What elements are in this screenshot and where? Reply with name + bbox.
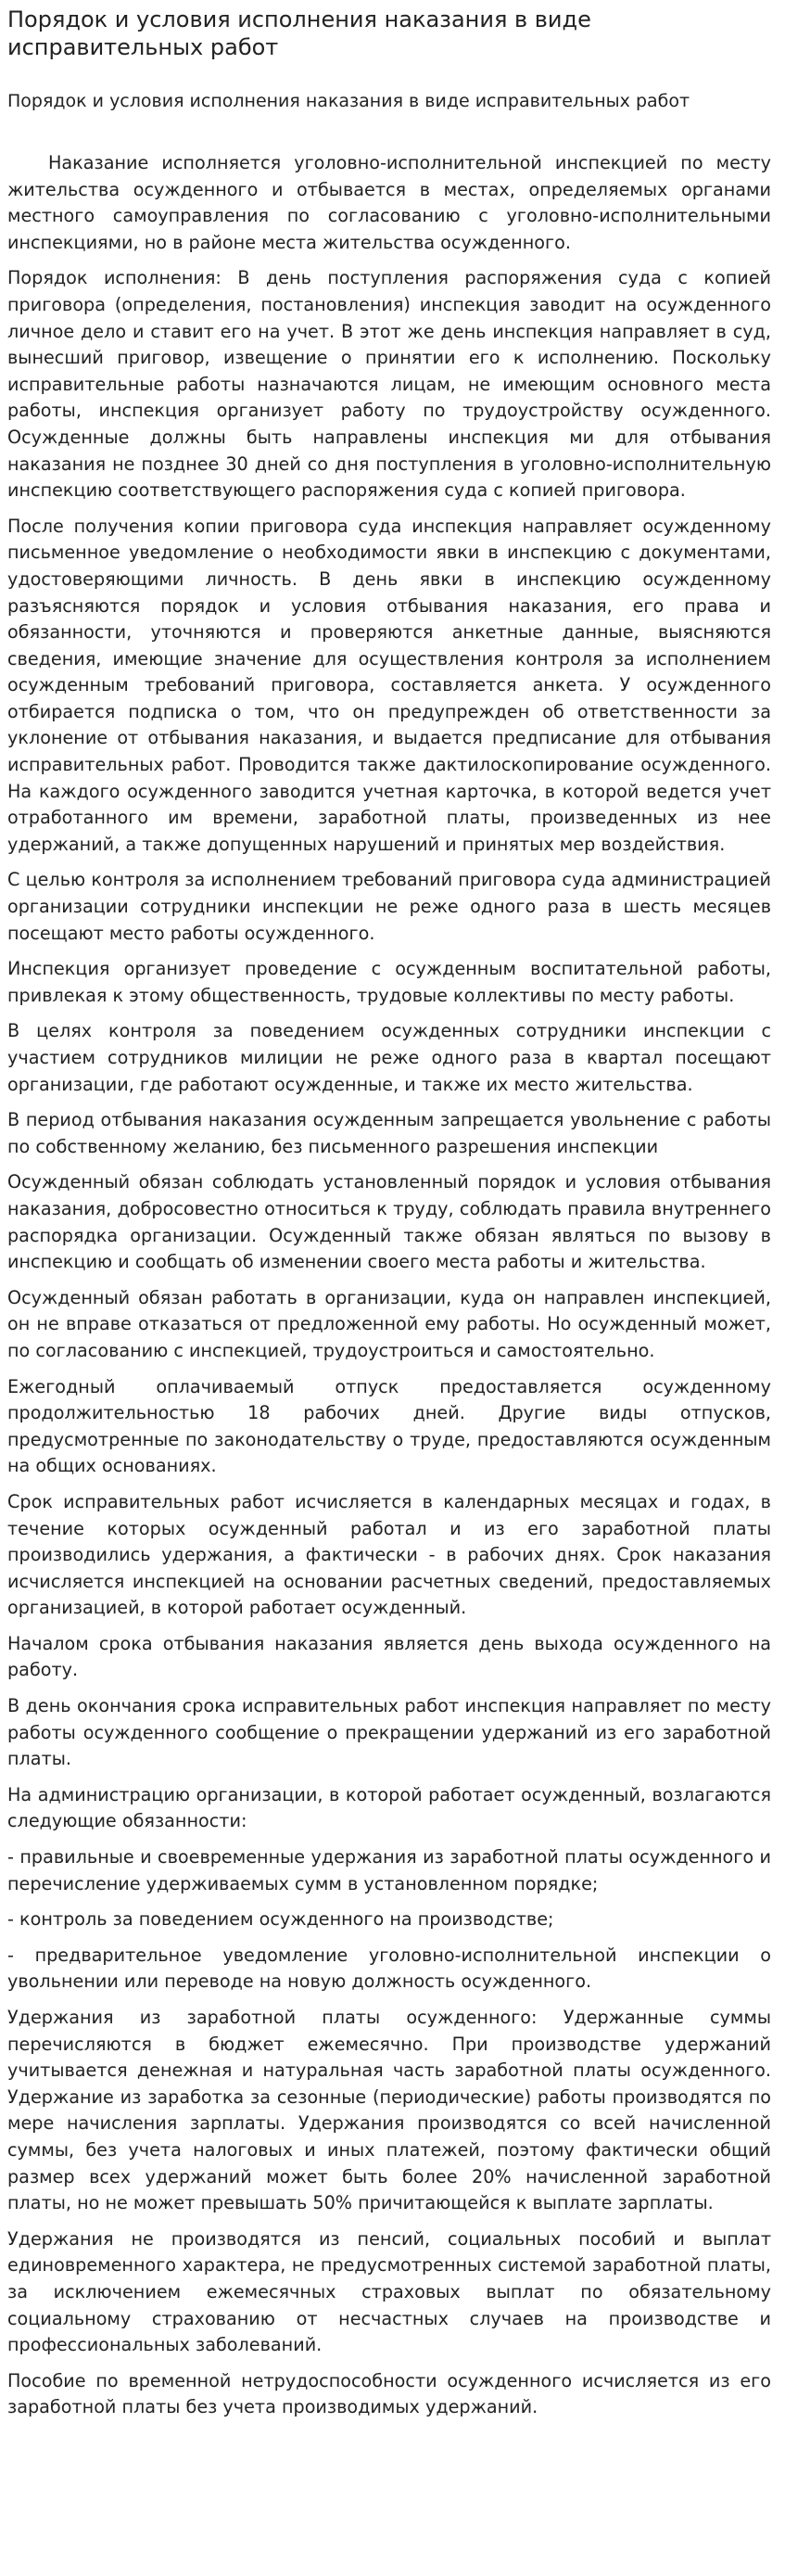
paragraph-10: Ежегодный оплачиваемый отпуск предоставляется осужденному продолжительностью 18 рабочих дней. Другие виды отпусков, предусмотренные по законодательству о труде, предоставляются осужденным на общих основаниях. [7, 1375, 771, 1477]
paragraph-5: Инспекция организует проведение с осужденным воспитательной работы, привлекая к этому общественность, трудовые коллективы по месту работы. [7, 958, 771, 1006]
paragraph-8: Осужденный обязан соблюдать установленный порядок и условия отбывания наказания, добросовестно относиться к труду, соблюдать правила внутреннего распорядка организации. Осужденный также обязан являться по вызову в инспекцию и сообщать об изменении своего места работы и жительства. [7, 1171, 771, 1273]
page-title: Порядок и условия исполнения наказания в виде исправительных работ [7, 6, 591, 60]
paragraph-16: Удержания не производятся из пенсий, социальных пособий и выплат единовременного характера, не предусмотренных системой заработной платы, за исключением ежемесячных страховых выплат по обязательному социальному страхованию от несчастных случаев на производстве и профессиональных заболеваний. [7, 2227, 771, 2356]
paragraph-17: Пособие по временной нетрудоспособности осужденного исчисляется из его заработной платы без учета производимых удержаний. [7, 2369, 771, 2418]
page-subtitle: Порядок и условия исполнения наказания в виде исправительных работ [7, 91, 690, 111]
paragraph-11: Срок исправительных работ исчисляется в календарных месяцах и годах, в течение которых осужденный работал и из его заработной платы производились удержания, а фактически - в рабочих днях. Срок наказания исчисляется инспекцией на основании расчетных сведений, предоставляемых организацией, в которой работает осужденный. [7, 1490, 771, 1619]
document-page [0, 6, 779, 2421]
paragraph-4: С целью контроля за исполнением требований приговора суда администрацией организации сотрудники инспекции не реже одного раза в шесть месяцев посещают место работы осужденного. [7, 869, 771, 944]
paragraph-7: В период отбывания наказания осужденным запрещается увольнение с работы по собственному желанию, без письменного разрешения инспекции [7, 1109, 771, 1157]
paragraph-9: Осужденный обязан работать в организации, куда он направлен инспекцией, он не вправе отказаться от предложенной ему работы. Но осужденный может, по согласованию с инспекцией, трудоустроиться и самостоятельно. [7, 1286, 771, 1361]
paragraph-2: Порядок исполнения: В день поступления распоряжения суда с копией приговора (определения, постановления) инспекция заводит на осужденного личное дело и ставит его на учет. В этот же день инспекция направляет в суд, вынесший приговор, извещение о принятии его к исполнению. Поскольку исправительные работы назначаются лицам, не имеющим основного места работы, инспекция организует работу по трудоустройству осужденного. Осужденные должны быть направлены инспекция ми для отбывания наказания не позднее 30 дней со дня поступления в уголовно-исполнительную инспекцию соответствующего распоряжения суда с копией приговора. [7, 267, 771, 502]
list-item-2: - контроль за поведением осужденного на производстве; [7, 1908, 554, 1931]
paragraph-1: Наказание исполняется уголовно-исполнительной инспекцией по месту жительства осужденного и отбывается в местах, определяемых органами местного самоуправления по согласованию с уголовно-исполнительными инспекциями, но в районе места жительства осужденного. [7, 152, 771, 253]
list-item-1: - правильные и своевременные удержания из заработной платы осужденного и перечисление удерживаемых сумм в установленном порядке; [7, 1846, 771, 1894]
list-item-3: - предварительное уведомление уголовно-исполнительной инспекции о увольнении или переводе на новую должность осужденного. [7, 1944, 771, 1993]
paragraph-13: В день окончания срока исправительных работ инспекция направляет по месту работы осужденного сообщение о прекращении удержаний из его заработной платы. [7, 1695, 771, 1770]
paragraph-12: Началом срока отбывания наказания является день выхода осужденного на работу. [7, 1632, 771, 1681]
document-body [7, 150, 771, 2421]
paragraph-3: После получения копии приговора суда инспекция направляет осужденному письменное уведомление о необходимости явки в инспекцию с документами, удостоверяющими личность. В день явки в инспекцию осужденному разъясняются порядок и условия отбывания наказания, его права и обязанности, уточняются и проверяются анкетные данные, выясняются сведения, имеющие значение для осуществления контроля за исполнением осужденным требований приговора, составляется анкета. У осужденного отбирается подписка о том, что он предупрежден об ответственности за уклонение от отбывания наказания, и выдается предписание для отбывания исправительных работ. Проводится также дактилоскопирование осужденного. На каждого осужденного заводится учетная карточка, в которой ведется учет отработанного им времени, заработной платы, произведенных из нее удержаний, а также допущенных нарушений и принятых мер воздействия. [7, 515, 771, 855]
paragraph-14: На администрацию организации, в которой работает осужденный, возлагаются следующие обязанности: [7, 1783, 771, 1832]
paragraph-6: В целях контроля за поведением осужденных сотрудники инспекции с участием сотрудников милиции не реже одного раза в квартал посещают организации, где работают осужденные, и также их место жительства. [7, 1020, 771, 1095]
paragraph-15: Удержания из заработной платы осужденного: Удержанные суммы перечисляются в бюджет ежемесячно. При производстве удержаний учитывается денежная и натуральная часть заработной платы осужденного. Удержание из заработка за сезонные (периодические) работы производятся по мере начисления зарплаты. Удержания производятся со всей начисленной суммы, без учета налоговых и иных платежей, поэтому фактически общий размер всех удержаний может быть более 20% начисленной заработной платы, но не может превышать 50% причитающейся к выплате зарплаты. [7, 2007, 771, 2214]
